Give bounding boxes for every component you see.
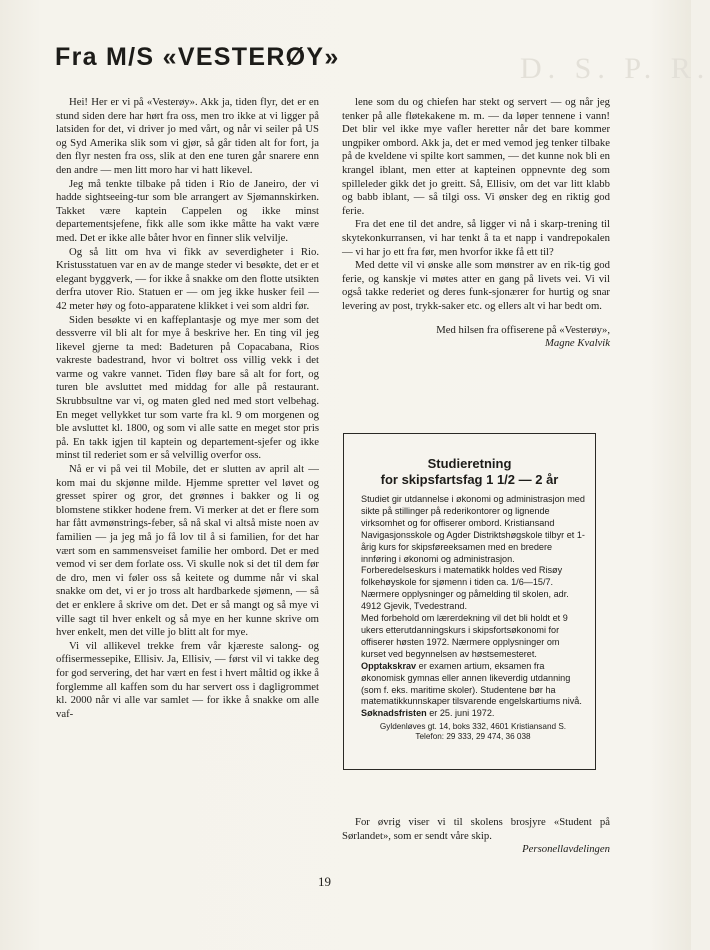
closing-text: For øvrig viser vi til skolens brosjyre «Student på Sørlandet», som er sendt våre skip. [342, 816, 610, 842]
article-title: Fra M/S «VESTERØY» [55, 43, 340, 71]
paragraph: Og så litt om hva vi fikk av severdigheter i Rio. Kristusstatuen var en av de mange steder vi besøkte, det er et elegant byggverk, — for ikke å snakke om den flotte utsikten derfra utover Rio. Statuen er — om jeg ikke husker feil — 42 meter høy og foto-apparatene klikket i vei som aldri før. [56, 245, 319, 312]
paragraph: Fra det ene til det andre, så ligger vi nå i skarp-trening til skytekonkurransen, vi har tenkt å ta et napp i vandrepokalen — vi har jo ett fra før, men hvorfor ikke få ett til? [342, 218, 610, 258]
ad-deadline-label: Søknadsfristen [361, 708, 427, 719]
ad-title-line-1: Studieretning [427, 456, 512, 471]
left-column [56, 96, 319, 721]
ad-title [344, 456, 595, 488]
ad-intro: Studiet gir utdannelse i økonomi og administrasjon med sikte på stillinger på rederikontorer og lignende virksomhet og for offiserer ombord. Kristiansand Navigasjonsskole og Agder Distriktshøgskole tilbyr et 1-årig kurs for skipsføreeksamen med en bredere innføring i økonomi og administrasjon. [361, 494, 585, 564]
ad-deadline-text: er 25. juni 1972. [426, 708, 495, 719]
paragraph: Med dette vil vi ønske alle som mønstrer av en rik-tig god ferie, og kanskje vi møtes atter en gang på livets vei. Vi vil også takke rederiet og deres funk-sjonærer for hurtig og snar levering av post, trykk-saker etc. og ellers alt vi har bedt om. [342, 259, 610, 312]
article-signature [342, 324, 610, 351]
ad-req-label: Opptakskrav [361, 660, 417, 671]
paragraph: Jeg må tenkte tilbake på tiden i Rio de Janeiro, der vi hadde sightseeing-tur som ble arrangert av Sjømannskirken. Takket være kaptein Cappelen og ikke minst departementsjefene, fikk alle som ikke måtte ha vakt være med. Det er ikke alle båter hvor en finner slik velvilje. [56, 177, 319, 244]
ad-course: Forberedelseskurs i matematikk holdes ved Risøy folkehøyskole for sjømenn i tiden ca. 1/6—15/7. Nærmere opplysninger og påmelding til skolen, adr. 4912 Gjevik, Tvedestrand. [361, 565, 569, 612]
right-column [342, 96, 610, 351]
paragraph: Nå er vi på vei til Mobile, det er slutten av april alt — kom mai du skjønne milde. Hjemme spretter vel løvet og gresset spirer og gror, det grønnes i bakker og li og blomstene stikker hodene frem. Vi merker at det er flere som har fått avmønstrings-feber, så nå skal vi altså miste noen av familien — ja jeg må jo få lov til å si familien, for det har vært som en sammensveiset familie her ombord. Det er med vemod vi ser dem forlate oss. Vi skulle nok si det til dem før de dro, men vi føler oss så keitete og dumme når vi skal snakke om det, vi er jo tross alt hardbarkede sjømenn, — så det er enklere å skrive om det. Det er så mangt og så mye vi ville sagt til hver enkelt og så mye en her kunne skrive om hver enkelt, men det ville jo blitt alt for mye. [56, 463, 319, 639]
ad-deadline [361, 708, 585, 720]
ad-address [361, 722, 585, 742]
page-number: 19 [318, 874, 331, 889]
paragraph: lene som du og chiefen har stekt og servert — og når jeg tenker på alle fløtekakene m. m. — da løper tennene i vann! Det blir vel ikke mye vafler heretter når det bare kommer ungpiker ombord. Akk ja, det er med vemod jeg tenker tilbake på de kveldene vi spilte kort sammen, — det kunne nok bli en krangel iblant, men etter at kapteinen oppnevnte deg som spilleleder gikk det jo greitt. Så, Ellisiv, om det var litt klabb og babb iblant, — så tilgi oss. Vi ønsker deg en riktig god ferie. [342, 96, 610, 217]
ad-address-line-1: Gyldenløves gt. 14, boks 332, 4601 Kristiansand S. [379, 722, 567, 732]
ad-address-line-2: Telefon: 29 333, 29 474, 36 038 [415, 732, 531, 742]
paragraph: Hei! Her er vi på «Vesterøy». Akk ja, tiden flyr, det er en stund siden dere har hørt fra oss, men tro ikke at vi ligger på latsiden for det, vi driver jo med vårt, og når vi seiler på US og Syd Amerika slik som vi gjør, så går tiden alt for fort, ja den flyr nesten fra oss, slik at den ene turen går snarere enn den andre — men litt moro har vi hatt likevel. [56, 96, 319, 176]
signature-name: Magne Kvalvik [545, 337, 610, 350]
advertisement-box [343, 433, 596, 770]
closing-note [342, 816, 610, 857]
ad-req-text: er examen artium, eksamen fra økonomisk gymnas eller annen likeverdig utdanning (som f. eks. maritime skoler). Studentene bør ha matematikkunnskaper tilsvarende engelskartiums nivå. [361, 660, 582, 707]
ad-body [361, 494, 585, 742]
ad-precourse: Med forbehold om lærerdekning vil det bli holdt et 9 ukers etterutdanningskurs i skipsfortsøkonomi for offiserer høsten 1972. Nærmere opplysninger om kurset ved begynnelsen av høstsemesteret. [361, 613, 568, 659]
closing-signature: Personellavdelingen [522, 843, 610, 856]
paragraph: Siden besøkte vi en kaffeplantasje og mye mer som det dessverre vil bli alt for mye å beskrive her. En ting vil jeg likevel gjerne ta med: Badeturen på Copacabana, Rios vakreste badestrand, hvor vi boltret oss villig vekk i det varme og vakre vannet. Tiden fløy bare så alt for fort, og turen ble avsluttet med middag for alle på restaurant. Skrubbsultne var vi, og maten gled ned med stort velbehag. En meget vellykket tur som varte fra kl. 9 om morgenen og ble avsluttet kl. 1800, og som vi alle satte en meget stor pris på. En takk igjen til kaptein og departement-sjefer og ikke minst til rederiet som er så velvillig overfor oss. [56, 313, 319, 462]
ad-title-line-2: for skipsfartsfag 1 1/2 — 2 år [380, 472, 559, 487]
ad-requirements [361, 661, 585, 709]
signature-line: Med hilsen fra offiserene på «Vesterøy», [436, 323, 610, 336]
bleed-through-text: D. S. P. R. [520, 52, 710, 85]
paragraph: Vi vil allikevel trekke frem vår kjæreste salong- og offisermessepike, Ellisiv. Ja, Ellisiv, — først vil vi takke deg for god servering, det har vært en fest i hvert måltid og ikke å forglemme all kaffen som du har servert oss i dagligrommet kl. 2000 når vi alle var samlet — for ikke å snakke om alle vaf- [56, 639, 319, 720]
